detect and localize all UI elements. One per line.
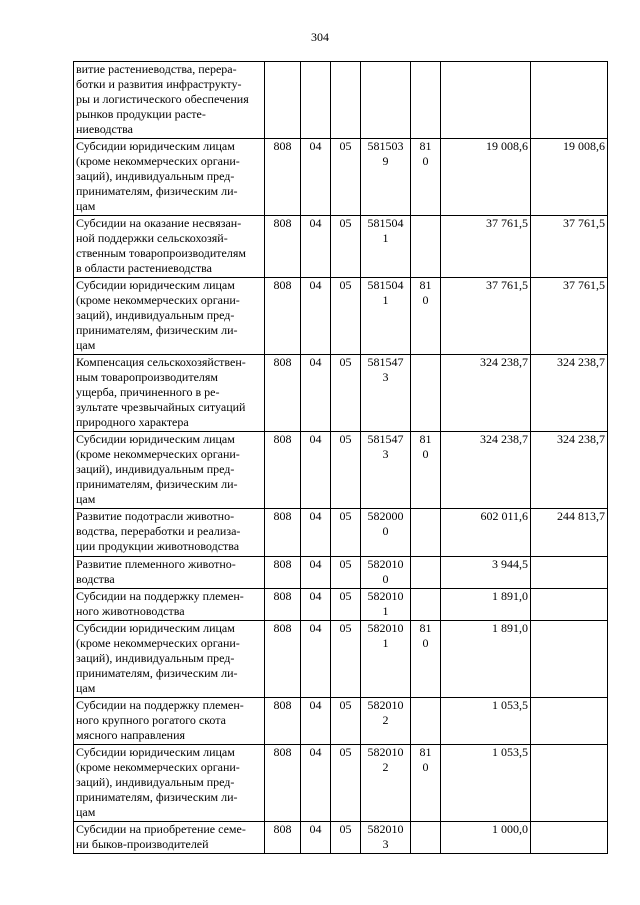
page-number: 304 <box>311 30 329 44</box>
ministry-code: 808 <box>265 621 301 698</box>
description-line: рынков продукции расте- <box>76 107 206 121</box>
description-line: цам <box>76 338 96 352</box>
target-article-code-part: 1 <box>382 293 389 307</box>
expense-type-code-part: 81 <box>419 278 432 292</box>
target-article-code-part: 1 <box>382 636 389 650</box>
subsection-code: 05 <box>331 745 361 822</box>
target-article-code-part: 581504 <box>367 278 404 292</box>
expense-type-code-part: 0 <box>422 154 429 168</box>
target-article-code-part: 582010 <box>367 621 404 635</box>
row-description <box>74 509 265 557</box>
table-row <box>74 432 608 509</box>
expense-type-code <box>411 62 441 139</box>
table-row <box>74 698 608 745</box>
section-code: 04 <box>301 822 331 854</box>
target-article-code-part: 0 <box>382 572 389 586</box>
row-description <box>74 822 265 854</box>
amount-total: 1 891,0 <box>441 621 531 698</box>
amount-total: 37 761,5 <box>441 278 531 355</box>
description-line: природного характера <box>76 415 189 429</box>
ministry-code: 808 <box>265 509 301 557</box>
section-code: 04 <box>301 432 331 509</box>
ministry-code: 808 <box>265 698 301 745</box>
target-article-code <box>361 621 411 698</box>
subsection-code: 05 <box>331 216 361 278</box>
subsection-code: 05 <box>331 509 361 557</box>
amount-other: 37 761,5 <box>531 278 608 355</box>
expense-type-code <box>411 589 441 621</box>
ministry-code: 808 <box>265 822 301 854</box>
description-line: заций), индивидуальным пред- <box>76 775 235 789</box>
description-line: (кроме некоммерческих органи- <box>76 154 240 168</box>
amount-total: 324 238,7 <box>441 355 531 432</box>
description-line: Субсидии юридическим лицам <box>76 745 235 759</box>
expense-type-code-part: 81 <box>419 432 432 446</box>
row-description <box>74 355 265 432</box>
target-article-code-part: 1 <box>382 604 389 618</box>
target-article-code-part: 582010 <box>367 589 404 603</box>
amount-total <box>441 62 531 139</box>
subsection-code: 05 <box>331 822 361 854</box>
section-code: 04 <box>301 216 331 278</box>
description-line: Компенсация сельскохозяйствен- <box>76 355 246 369</box>
description-line: зультате чрезвычайных ситуаций <box>76 400 246 414</box>
description-line: водства, переработки и реализа- <box>76 524 241 538</box>
expense-type-code <box>411 621 441 698</box>
expense-type-code <box>411 355 441 432</box>
target-article-code <box>361 822 411 854</box>
description-line: цам <box>76 681 96 695</box>
ministry-code <box>265 62 301 139</box>
section-code: 04 <box>301 745 331 822</box>
row-description <box>74 589 265 621</box>
budget-table <box>73 61 608 854</box>
expense-type-code <box>411 745 441 822</box>
target-article-code <box>361 745 411 822</box>
amount-other: 244 813,7 <box>531 509 608 557</box>
ministry-code: 808 <box>265 278 301 355</box>
description-line: Субсидии юридическим лицам <box>76 432 235 446</box>
description-line: Субсидии на приобретение семе- <box>76 822 246 836</box>
table-row <box>74 621 608 698</box>
expense-type-code-part: 0 <box>422 636 429 650</box>
ministry-code: 808 <box>265 745 301 822</box>
description-line: витие растениеводства, перера- <box>76 62 237 76</box>
target-article-code-part: 581547 <box>367 355 404 369</box>
target-article-code-part: 581547 <box>367 432 404 446</box>
amount-other <box>531 698 608 745</box>
target-article-code <box>361 557 411 589</box>
target-article-code-part: 3 <box>382 447 389 461</box>
row-description <box>74 557 265 589</box>
ministry-code: 808 <box>265 589 301 621</box>
description-line: принимателям, физическим ли- <box>76 184 238 198</box>
description-line: ни быков-производителей <box>76 837 209 851</box>
target-article-code <box>361 355 411 432</box>
target-article-code-part: 582000 <box>367 509 404 523</box>
expense-type-code <box>411 557 441 589</box>
amount-other: 19 008,6 <box>531 139 608 216</box>
description-line: заций), индивидуальным пред- <box>76 651 235 665</box>
table-row <box>74 745 608 822</box>
ministry-code: 808 <box>265 139 301 216</box>
description-line: Развитие племенного животно- <box>76 557 236 571</box>
subsection-code: 05 <box>331 278 361 355</box>
description-line: мясного направления <box>76 728 186 742</box>
row-description <box>74 62 265 139</box>
target-article-code <box>361 589 411 621</box>
row-description <box>74 139 265 216</box>
row-description <box>74 216 265 278</box>
description-line: принимателям, физическим ли- <box>76 790 238 804</box>
section-code: 04 <box>301 589 331 621</box>
expense-type-code <box>411 139 441 216</box>
target-article-code-part: 582010 <box>367 557 404 571</box>
description-line: заций), индивидуальным пред- <box>76 169 235 183</box>
expense-type-code <box>411 698 441 745</box>
ministry-code: 808 <box>265 432 301 509</box>
expense-type-code-part: 0 <box>422 447 429 461</box>
expense-type-code <box>411 278 441 355</box>
description-line: ры и логистического обеспечения <box>76 92 249 106</box>
table-row <box>74 139 608 216</box>
target-article-code-part: 582010 <box>367 745 404 759</box>
description-line: в области растениеводства <box>76 261 212 275</box>
description-line: ниеводства <box>76 122 133 136</box>
target-article-code <box>361 432 411 509</box>
section-code: 04 <box>301 621 331 698</box>
amount-other <box>531 62 608 139</box>
amount-other <box>531 589 608 621</box>
amount-total: 3 944,5 <box>441 557 531 589</box>
expense-type-code-part: 0 <box>422 293 429 307</box>
amount-other <box>531 557 608 589</box>
expense-type-code-part: 81 <box>419 745 432 759</box>
subsection-code: 05 <box>331 621 361 698</box>
description-line: Субсидии юридическим лицам <box>76 621 235 635</box>
expense-type-code-part: 0 <box>422 760 429 774</box>
target-article-code <box>361 62 411 139</box>
amount-other <box>531 822 608 854</box>
amount-total: 1 000,0 <box>441 822 531 854</box>
target-article-code-part: 2 <box>382 760 389 774</box>
section-code <box>301 62 331 139</box>
description-line: Субсидии юридическим лицам <box>76 278 235 292</box>
description-line: Субсидии юридическим лицам <box>76 139 235 153</box>
description-line: (кроме некоммерческих органи- <box>76 293 240 307</box>
subsection-code: 05 <box>331 139 361 216</box>
row-description <box>74 432 265 509</box>
target-article-code-part: 581504 <box>367 216 404 230</box>
amount-total: 602 011,6 <box>441 509 531 557</box>
amount-other: 37 761,5 <box>531 216 608 278</box>
description-line: заций), индивидуальным пред- <box>76 462 235 476</box>
table-row <box>74 509 608 557</box>
ministry-code: 808 <box>265 355 301 432</box>
target-article-code-part: 3 <box>382 370 389 384</box>
description-line: заций), индивидуальным пред- <box>76 308 235 322</box>
target-article-code-part: 582010 <box>367 698 404 712</box>
description-line: Субсидии на поддержку племен- <box>76 589 244 603</box>
target-article-code <box>361 139 411 216</box>
row-description <box>74 278 265 355</box>
amount-total: 37 761,5 <box>441 216 531 278</box>
amount-total: 1 891,0 <box>441 589 531 621</box>
target-article-code-part: 2 <box>382 713 389 727</box>
description-line: Субсидии на оказание несвязан- <box>76 216 242 230</box>
description-line: цам <box>76 199 96 213</box>
section-code: 04 <box>301 698 331 745</box>
description-line: ции продукции животноводства <box>76 539 240 553</box>
description-line: ботки и развития инфраструкту- <box>76 77 242 91</box>
description-line: (кроме некоммерческих органи- <box>76 447 240 461</box>
expense-type-code-part: 81 <box>419 139 432 153</box>
table-row <box>74 822 608 854</box>
description-line: ственным товаропроизводителям <box>76 246 246 260</box>
subsection-code: 05 <box>331 432 361 509</box>
amount-other <box>531 745 608 822</box>
description-line: ной поддержки сельскохозяй- <box>76 231 228 245</box>
amount-other: 324 238,7 <box>531 432 608 509</box>
target-article-code-part: 582010 <box>367 822 404 836</box>
table-row <box>74 589 608 621</box>
row-description <box>74 745 265 822</box>
target-article-code-part: 3 <box>382 837 389 851</box>
ministry-code: 808 <box>265 216 301 278</box>
target-article-code-part: 581503 <box>367 139 404 153</box>
description-line: цам <box>76 492 96 506</box>
amount-other <box>531 621 608 698</box>
target-article-code <box>361 278 411 355</box>
section-code: 04 <box>301 509 331 557</box>
description-line: (кроме некоммерческих органи- <box>76 760 240 774</box>
section-code: 04 <box>301 355 331 432</box>
target-article-code-part: 0 <box>382 524 389 538</box>
amount-other: 324 238,7 <box>531 355 608 432</box>
subsection-code: 05 <box>331 355 361 432</box>
subsection-code: 05 <box>331 589 361 621</box>
table-row <box>74 557 608 589</box>
amount-total: 1 053,5 <box>441 745 531 822</box>
expense-type-code <box>411 509 441 557</box>
description-line: ным товаропроизводителям <box>76 370 219 384</box>
expense-type-code <box>411 432 441 509</box>
subsection-code: 05 <box>331 698 361 745</box>
description-line: водства <box>76 572 115 586</box>
table-row <box>74 216 608 278</box>
amount-total: 19 008,6 <box>441 139 531 216</box>
target-article-code <box>361 698 411 745</box>
description-line: ного крупного рогатого скота <box>76 713 226 727</box>
description-line: (кроме некоммерческих органи- <box>76 636 240 650</box>
description-line: Развитие подотрасли животно- <box>76 509 235 523</box>
section-code: 04 <box>301 139 331 216</box>
description-line: ного животноводства <box>76 604 185 618</box>
description-line: цам <box>76 805 96 819</box>
description-line: принимателям, физическим ли- <box>76 666 238 680</box>
subsection-code: 05 <box>331 557 361 589</box>
section-code: 04 <box>301 557 331 589</box>
table-row <box>74 355 608 432</box>
expense-type-code <box>411 216 441 278</box>
description-line: ущерба, причиненного в ре- <box>76 385 220 399</box>
target-article-code <box>361 216 411 278</box>
row-description <box>74 621 265 698</box>
target-article-code-part: 9 <box>382 154 389 168</box>
amount-total: 1 053,5 <box>441 698 531 745</box>
expense-type-code <box>411 822 441 854</box>
description-line: принимателям, физическим ли- <box>76 477 238 491</box>
target-article-code-part: 1 <box>382 231 389 245</box>
expense-type-code-part: 81 <box>419 621 432 635</box>
amount-total: 324 238,7 <box>441 432 531 509</box>
row-description <box>74 698 265 745</box>
subsection-code <box>331 62 361 139</box>
description-line: Субсидии на поддержку племен- <box>76 698 244 712</box>
table-row <box>74 278 608 355</box>
ministry-code: 808 <box>265 557 301 589</box>
description-line: принимателям, физическим ли- <box>76 323 238 337</box>
table-row <box>74 62 608 139</box>
target-article-code <box>361 509 411 557</box>
section-code: 04 <box>301 278 331 355</box>
